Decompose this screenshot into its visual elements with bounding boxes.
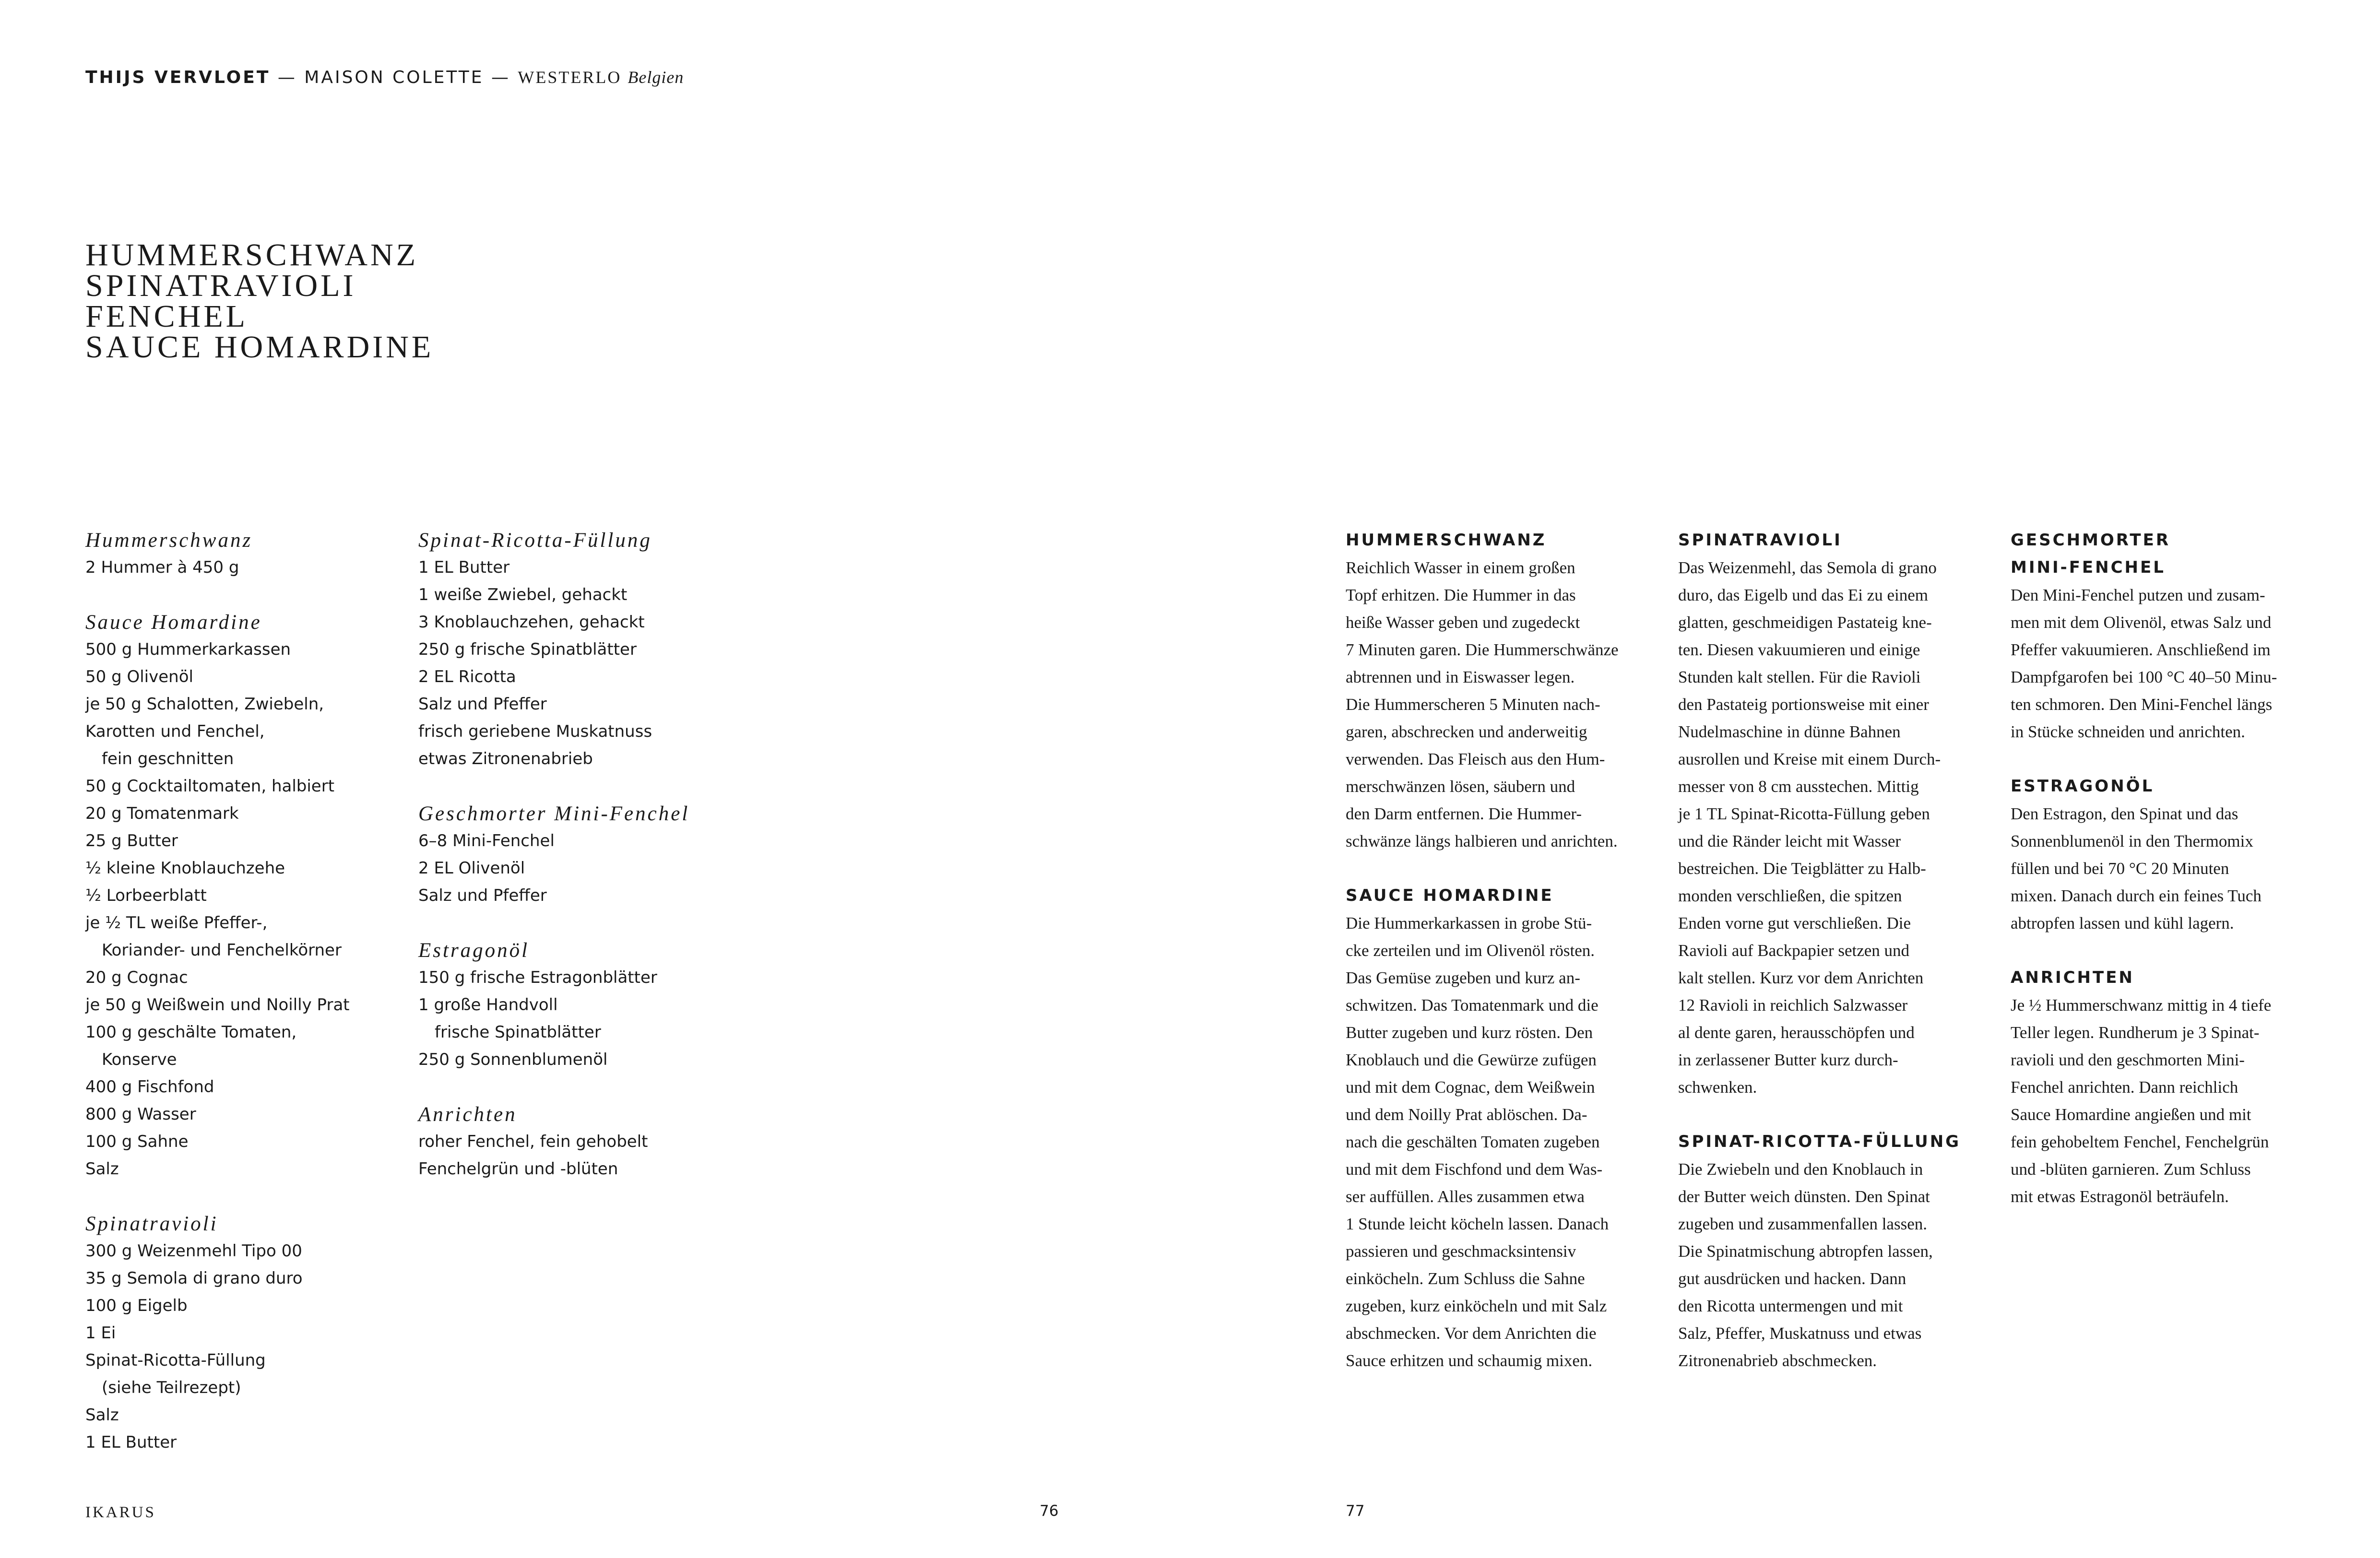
ingredient-item: Spinat-Ricotta-Füllung — [85, 1351, 266, 1370]
method-section-heading: SAUCE HOMARDINE — [1346, 886, 1554, 905]
ingredient-item: je 50 g Schalotten, Zwiebeln, — [85, 695, 324, 714]
method-section — [1678, 527, 1990, 1101]
method-section — [1678, 1128, 1990, 1374]
method-text-line: merschwänzen lösen, säubern und — [1346, 777, 1575, 796]
ingredient-item: 1 weiße Zwiebel, gehackt — [418, 585, 628, 604]
method-text-line: monden verschließen, die spitzen — [1678, 886, 1902, 905]
method-section — [2011, 527, 2322, 745]
ingredient-item: 100 g geschälte Tomaten, — [85, 1023, 297, 1042]
method-text-line: Das Weizenmehl, das Semola di grano — [1678, 558, 1937, 577]
method-text-line: Ravioli auf Backpapier setzen und — [1678, 941, 1910, 960]
ingredient-item: 1 EL Butter — [418, 558, 510, 577]
ingredient-group-heading: Spinatravioli — [85, 1213, 218, 1235]
method-text-line: je 1 TL Spinat-Ricotta-Füllung geben — [1678, 804, 1930, 823]
ingredient-item: Karotten und Fenchel, — [85, 722, 265, 741]
method-text-line: al dente garen, herausschöpfen und — [1678, 1023, 1915, 1042]
ingredient-item: 20 g Tomatenmark — [85, 804, 239, 823]
method-text-line: Stunden kalt stellen. Für die Ravioli — [1678, 668, 1921, 686]
ingredient-item: 3 Knoblauchzehen, gehackt — [418, 613, 645, 632]
method-text-line: 7 Minuten garen. Die Hummerschwänze — [1346, 640, 1619, 659]
method-text-line: Die Hummerscheren 5 Minuten nach- — [1346, 695, 1600, 714]
method-text-line: ten. Diesen vakuumieren und einige — [1678, 640, 1920, 659]
method-section-heading: SPINAT-RICOTTA-FÜLLUNG — [1678, 1132, 1961, 1151]
method-text-line: 1 Stunde leicht köcheln lassen. Danach — [1346, 1215, 1609, 1233]
method-text-line: Die Spinatmischung abtropfen lassen, — [1678, 1242, 1933, 1261]
method-text-line: Die Hummerkarkassen in grobe Stü- — [1346, 914, 1592, 932]
ingredient-item: 35 g Semola di grano duro — [85, 1269, 303, 1288]
recipe-title — [85, 237, 434, 365]
ingredient-item: Koriander- und Fenchelkörner — [102, 941, 342, 960]
method-text-line: schwänze längs halbieren und anrichten. — [1346, 832, 1618, 850]
method-text-line: Den Estragon, den Spinat und das — [2011, 804, 2238, 823]
ingredient-item: 50 g Cocktailtomaten, halbiert — [85, 777, 335, 796]
ingredient-item: 1 Ei — [85, 1323, 116, 1343]
ingredient-group — [418, 527, 725, 773]
method-text-line: glatten, geschmeidigen Pastateig kne- — [1678, 613, 1932, 632]
method-text-line: abtropfen lassen und kühl lagern. — [2011, 914, 2234, 932]
method-text-line: Die Zwiebeln und den Knoblauch in — [1678, 1160, 1923, 1179]
ingredient-item: 1 EL Butter — [85, 1433, 177, 1452]
ingredient-item: je 50 g Weißwein und Noilly Prat — [85, 995, 350, 1015]
ingredient-group-heading: Anrichten — [418, 1103, 517, 1126]
method-text-line: Enden vorne gut verschließen. Die — [1678, 914, 1911, 932]
ingredient-item: 2 EL Ricotta — [418, 667, 516, 686]
ingredient-item: roher Fenchel, fein gehobelt — [418, 1132, 648, 1151]
ingredient-item: Salz und Pfeffer — [418, 695, 547, 714]
method-text-line: Butter zugeben und kurz rösten. Den — [1346, 1023, 1593, 1042]
page-number-left: 76 — [1040, 1502, 1059, 1520]
ingredient-group-heading: Sauce Homardine — [85, 611, 262, 634]
method-text-line: ravioli und den geschmorten Mini- — [2011, 1050, 2245, 1069]
ingredient-item: Salz — [85, 1405, 119, 1425]
ingredient-item: 100 g Eigelb — [85, 1296, 188, 1315]
ingredient-item: frische Spinatblätter — [435, 1023, 601, 1042]
ingredient-group — [85, 609, 392, 1183]
method-text-line: den Darm entfernen. Die Hummer- — [1346, 804, 1582, 823]
method-text-line: Je ½ Hummerschwanz mittig in 4 tiefe — [2011, 996, 2272, 1015]
ingredient-item: 2 EL Olivenöl — [418, 859, 525, 878]
ingredient-item: Fenchelgrün und -blüten — [418, 1159, 618, 1179]
ingredient-group — [418, 937, 725, 1074]
method-text-line: Teller legen. Rundherum je 3 Spinat- — [2011, 1023, 2260, 1042]
method-text-line: den Pastateig portionsweise mit einer — [1678, 695, 1929, 714]
method-text-line: bestreichen. Die Teigblätter zu Halb- — [1678, 859, 1926, 878]
method-section — [1346, 527, 1658, 855]
method-text-line: abschmecken. Vor dem Anrichten die — [1346, 1324, 1597, 1343]
ingredient-item: ½ kleine Knoblauchzehe — [85, 859, 285, 878]
method-text-line: und mit dem Cognac, dem Weißwein — [1346, 1078, 1595, 1097]
method-text-line: einköcheln. Zum Schluss die Sahne — [1346, 1269, 1585, 1288]
ingredient-item: Salz und Pfeffer — [418, 886, 547, 905]
method-text-line: Nudelmaschine in dünne Bahnen — [1678, 722, 1901, 741]
method-text-line: und dem Noilly Prat ablöschen. Da- — [1346, 1105, 1587, 1124]
method-text-line: heiße Wasser geben und zugedeckt — [1346, 613, 1580, 632]
method-text-line: nach die geschälten Tomaten zugeben — [1346, 1133, 1600, 1151]
method-section-heading: HUMMERSCHWANZ — [1346, 531, 1547, 550]
ingredient-item: fein geschnitten — [102, 749, 234, 768]
method-text-line: zugeben und zusammenfallen lassen. — [1678, 1215, 1927, 1233]
method-text-line: schwitzen. Das Tomatenmark und die — [1346, 996, 1599, 1015]
chef-name: THIJS VERVLOET — [85, 68, 271, 87]
method-section — [2011, 773, 2322, 937]
method-text-line: ausrollen und Kreise mit einem Durch- — [1678, 750, 1941, 768]
city-name: WESTERLO — [518, 68, 622, 87]
ingredient-item: 2 Hummer à 450 g — [85, 558, 239, 577]
ingredient-item: 20 g Cognac — [85, 968, 188, 987]
title-line: SPINATRAVIOLI — [85, 268, 356, 303]
ingredients-column-right — [418, 527, 725, 1210]
method-text-line: Pfeffer vakuumieren. Anschließend im — [2011, 640, 2271, 659]
ingredient-item: frisch geriebene Muskatnuss — [418, 722, 652, 741]
ingredient-item: 400 g Fischfond — [85, 1077, 214, 1097]
ingredient-item: (siehe Teilrezept) — [102, 1378, 241, 1397]
method-text-line: Zitronenabrieb abschmecken. — [1678, 1351, 1877, 1370]
method-section-heading: SPINATRAVIOLI — [1678, 531, 1842, 550]
ingredient-group — [85, 1210, 392, 1456]
method-text-line: verwenden. Das Fleisch aus den Hum- — [1346, 750, 1605, 768]
publisher-name: IKARUS — [85, 1504, 156, 1521]
ingredient-item: etwas Zitronenabrieb — [418, 749, 593, 768]
method-text-line: Sauce erhitzen und schaumig mixen. — [1346, 1351, 1593, 1370]
method-section-heading: ESTRAGONÖL — [2011, 777, 2155, 796]
method-text-line: fein gehobeltem Fenchel, Fenchelgrün — [2011, 1133, 2269, 1151]
method-text-line: schwenken. — [1678, 1078, 1757, 1097]
ingredient-group-heading: Estragonöl — [418, 939, 530, 962]
method-text-line: gut ausdrücken und hacken. Dann — [1678, 1269, 1906, 1288]
ingredients-column-left — [85, 527, 392, 1484]
ingredient-item: 800 g Wasser — [85, 1105, 196, 1124]
method-section — [2011, 964, 2322, 1210]
title-line: SAUCE HOMARDINE — [85, 330, 434, 365]
method-text-line: und mit dem Fischfond und dem Was- — [1346, 1160, 1603, 1179]
ingredient-item: 1 große Handvoll — [418, 995, 558, 1015]
ingredient-item: 250 g Sonnenblumenöl — [418, 1050, 608, 1069]
method-section — [1346, 882, 1658, 1374]
ingredient-item: 25 g Butter — [85, 831, 178, 850]
method-text-line: duro, das Eigelb und das Ei zu einem — [1678, 586, 1928, 604]
ingredient-item: 250 g frische Spinatblätter — [418, 640, 637, 659]
method-column-2 — [1678, 527, 1990, 1402]
method-text-line: Knoblauch und die Gewürze zufügen — [1346, 1050, 1597, 1069]
ingredient-item: je ½ TL weiße Pfeffer-, — [85, 913, 268, 932]
method-text-line: garen, abschrecken und anderweitig — [1346, 722, 1587, 741]
method-section-heading: ANRICHTEN — [2011, 968, 2134, 987]
method-text-line: ten schmoren. Den Mini-Fenchel längs — [2011, 695, 2273, 714]
ingredient-group — [418, 1101, 725, 1183]
method-text-line: Reichlich Wasser in einem großen — [1346, 558, 1575, 577]
method-text-line: 12 Ravioli in reichlich Salzwasser — [1678, 996, 1908, 1015]
method-section-heading: GESCHMORTER — [2011, 531, 2171, 550]
method-text-line: abtrennen und in Eiswasser legen. — [1346, 668, 1575, 686]
method-text-line: und die Ränder leicht mit Wasser — [1678, 832, 1901, 850]
ingredient-group — [418, 800, 725, 909]
method-text-line: Topf erhitzen. Die Hummer in das — [1346, 586, 1576, 604]
method-text-line: füllen und bei 70 °C 20 Minuten — [2011, 859, 2229, 878]
ingredient-group-heading: Hummerschwanz — [85, 529, 253, 552]
method-text-line: mit etwas Estragonöl beträufeln. — [2011, 1187, 2229, 1206]
ingredient-item: 6–8 Mini-Fenchel — [418, 831, 555, 850]
method-text-line: Sauce Homardine angießen und mit — [2011, 1105, 2251, 1124]
ingredient-item: 100 g Sahne — [85, 1132, 189, 1151]
method-column-1 — [1346, 527, 1658, 1402]
method-text-line: und -blüten garnieren. Zum Schluss — [2011, 1160, 2251, 1179]
method-text-line: in Stücke schneiden und anrichten. — [2011, 722, 2245, 741]
ingredient-item: 150 g frische Estragonblätter — [418, 968, 657, 987]
ingredient-item: Konserve — [102, 1050, 177, 1069]
method-text-line: cke zerteilen und im Olivenöl rösten. — [1346, 941, 1595, 960]
ingredient-item: 50 g Olivenöl — [85, 667, 193, 686]
ingredient-group-heading: Geschmorter Mini-Fenchel — [418, 803, 690, 825]
method-text-line: messer von 8 cm ausstechen. Mittig — [1678, 777, 1919, 796]
method-text-line: ser auffüllen. Alles zusammen etwa — [1346, 1187, 1585, 1206]
method-text-line: Sonnenblumenöl in den Thermomix — [2011, 832, 2253, 850]
running-header — [85, 67, 684, 87]
restaurant-name: — MAISON COLETTE — — [270, 68, 518, 87]
method-text-line: den Ricotta untermengen und mit — [1678, 1297, 1903, 1315]
ingredient-item: 300 g Weizenmehl Tipo 00 — [85, 1241, 302, 1261]
method-text-line: Salz, Pfeffer, Muskatnuss und etwas — [1678, 1324, 1922, 1343]
method-text-line: Fenchel anrichten. Dann reichlich — [2011, 1078, 2238, 1097]
title-line: FENCHEL — [85, 299, 248, 334]
ingredient-item: 500 g Hummerkarkassen — [85, 640, 291, 659]
ingredient-group — [85, 527, 392, 581]
method-text-line: mixen. Danach durch ein feines Tuch — [2011, 886, 2262, 905]
title-line: HUMMERSCHWANZ — [85, 237, 419, 272]
country-name: Belgien — [628, 68, 684, 87]
method-text-line: in zerlassener Butter kurz durch- — [1678, 1050, 1898, 1069]
method-text-line: der Butter weich dünsten. Den Spinat — [1678, 1187, 1930, 1206]
ingredient-item: Salz — [85, 1159, 119, 1179]
method-text-line: Das Gemüse zugeben und kurz an- — [1346, 968, 1580, 987]
method-text-line: Den Mini-Fenchel putzen und zusam- — [2011, 586, 2265, 604]
ingredient-item: ½ Lorbeerblatt — [85, 886, 207, 905]
method-text-line: kalt stellen. Kurz vor dem Anrichten — [1678, 968, 1924, 987]
method-section-heading: MINI-FENCHEL — [2011, 558, 2166, 577]
ingredient-group-heading: Spinat-Ricotta-Füllung — [418, 529, 652, 552]
method-text-line: Dampfgarofen bei 100 °C 40–50 Minu- — [2011, 668, 2277, 686]
method-text-line: passieren und geschmacksintensiv — [1346, 1242, 1576, 1261]
method-column-3 — [2011, 527, 2322, 1238]
page-number-right: 77 — [1346, 1502, 1365, 1520]
method-text-line: zugeben, kurz einköcheln und mit Salz — [1346, 1297, 1607, 1315]
method-text-line: men mit dem Olivenöl, etwas Salz und — [2011, 613, 2272, 632]
